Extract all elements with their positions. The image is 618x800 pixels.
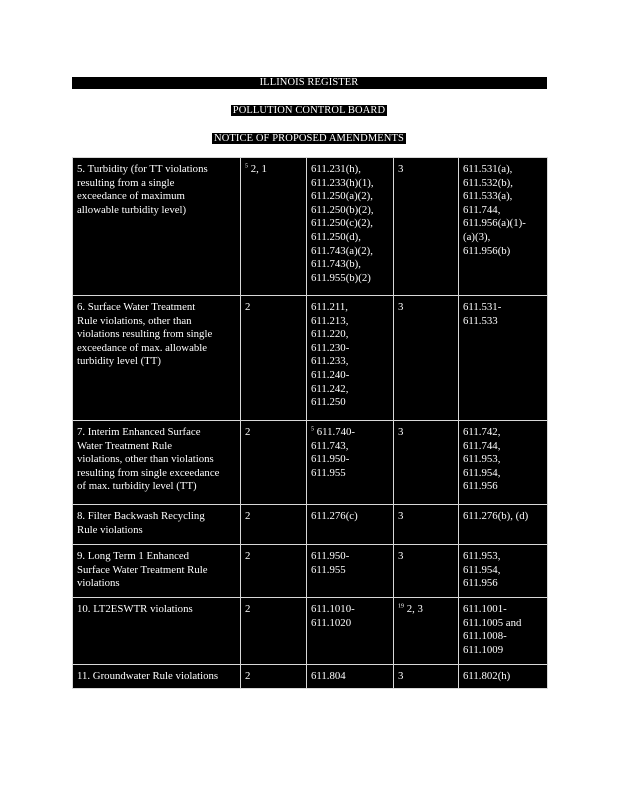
table-row <box>73 598 548 665</box>
references-cell: 611.531(a), 611.532(b), 611.533(a), 611.744, 611.956(a)(1)- (a)(3), 611.956(b) <box>459 158 548 296</box>
method-cell: 3 <box>394 545 459 598</box>
notice-title-text: NOTICE OF PROPOSED AMENDMENTS <box>214 133 404 144</box>
tier-cell: 2 <box>241 665 307 689</box>
violations-table <box>72 157 548 689</box>
sections-cell: 611.804 <box>307 665 394 689</box>
method-cell: 3 <box>394 421 459 505</box>
references-cell: 611.276(b), (d) <box>459 505 548 545</box>
violation-cell: 10. LT2ESWTR violations <box>73 598 241 665</box>
notice-title <box>0 132 618 145</box>
table-row <box>73 296 548 421</box>
table-row <box>73 158 548 296</box>
method-cell: 3 <box>394 158 459 296</box>
sections-cell: 611.211, 611.213, 611.220, 611.230- 611.233, 611.240- 611.242, 611.250 <box>307 296 394 421</box>
violation-cell: 8. Filter Backwash Recycling Rule violations <box>73 505 241 545</box>
violation-cell: 7. Interim Enhanced Surface Water Treatment Rule violations, other than violations resulting from single exceedance of max. turbidity level (TT) <box>73 421 241 505</box>
table-row <box>73 665 548 689</box>
violation-cell: 9. Long Term 1 Enhanced Surface Water Treatment Rule violations <box>73 545 241 598</box>
method-cell: 3 <box>394 296 459 421</box>
board-title-text: POLLUTION CONTROL BOARD <box>232 105 386 116</box>
footnote-mark: 19 <box>398 603 404 610</box>
tier-cell: 2 <box>241 545 307 598</box>
tier-cell: 2 <box>241 421 307 505</box>
sections-cell: 611.276(c) <box>307 505 394 545</box>
sections-cell <box>307 421 394 505</box>
footnote-mark: 5 <box>245 163 248 170</box>
tier-value: 2, 1 <box>250 163 267 175</box>
violation-cell: 11. Groundwater Rule violations <box>73 665 241 689</box>
references-cell: 611.742, 611.744, 611.953, 611.954, 611.956 <box>459 421 548 505</box>
table-row <box>73 505 548 545</box>
method-cell: 3 <box>394 505 459 545</box>
tier-cell <box>241 158 307 296</box>
table-row <box>73 421 548 505</box>
sections-cell: 611.231(h), 611.233(h)(1), 611.250(a)(2), 611.250(b)(2), 611.250(c)(2), 611.250(d), 611.743(a)(2), 611.743(b), 611.955(b)(2) <box>307 158 394 296</box>
method-value: 2, 3 <box>406 603 423 615</box>
register-title-text: ILLINOIS REGISTER <box>259 77 359 88</box>
register-title <box>0 76 618 89</box>
references-cell: 611.1001- 611.1005 and 611.1008- 611.1009 <box>459 598 548 665</box>
footnote-mark: 5 <box>311 426 314 433</box>
sections-cell: 611.1010- 611.1020 <box>307 598 394 665</box>
tier-cell: 2 <box>241 505 307 545</box>
references-cell: 611.531- 611.533 <box>459 296 548 421</box>
tier-cell: 2 <box>241 296 307 421</box>
method-cell <box>394 598 459 665</box>
violation-cell: 5. Turbidity (for TT violations resulting from a single exceedance of maximum allowable turbidity level) <box>73 158 241 296</box>
table-row <box>73 545 548 598</box>
sections-cell: 611.950- 611.955 <box>307 545 394 598</box>
tier-cell: 2 <box>241 598 307 665</box>
method-cell: 3 <box>394 665 459 689</box>
board-title <box>0 104 618 117</box>
references-cell: 611.953, 611.954, 611.956 <box>459 545 548 598</box>
violation-cell: 6. Surface Water Treatment Rule violations, other than violations resulting from single exceedance of max. allowable turbidity level (TT) <box>73 296 241 421</box>
sections-value: 611.740- 611.743, 611.950- 611.955 <box>311 426 355 479</box>
references-cell: 611.802(h) <box>459 665 548 689</box>
